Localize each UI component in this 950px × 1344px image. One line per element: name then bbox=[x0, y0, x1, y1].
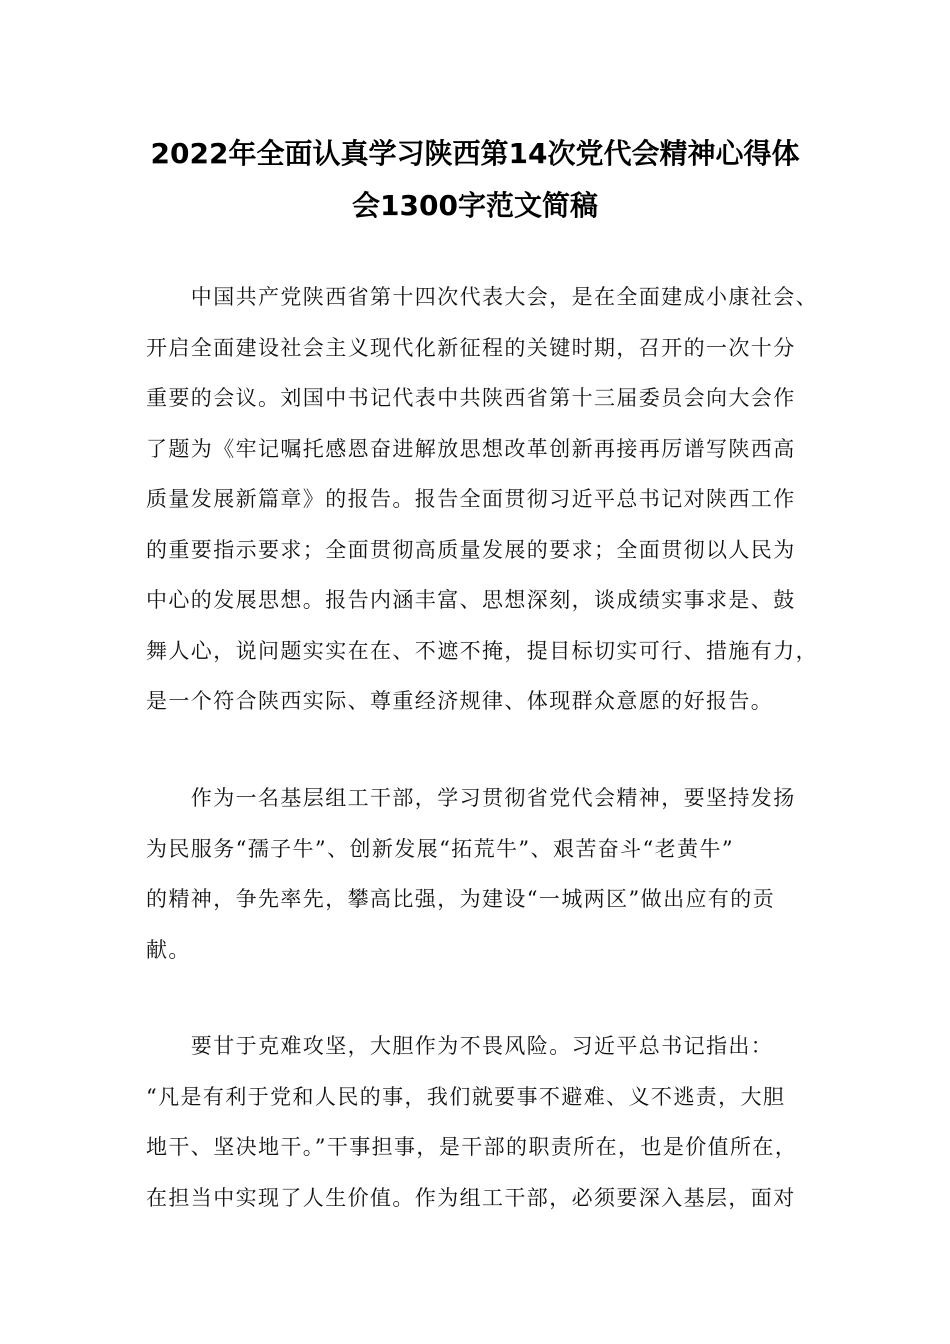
text-line: 中国共产党陕西省第十四次代表大会，是在全面建成小康社会、 bbox=[146, 285, 818, 309]
text-line: 是一个符合陕西实际、尊重经济规律、体现群众意愿的好报告。 bbox=[146, 689, 774, 713]
document-title bbox=[120, 128, 830, 232]
text-line: 中心的发展思想。报告内涵丰富、思想深刻，谈成绩实事求是、鼓 bbox=[146, 588, 796, 612]
text-line: 重要的会议。刘国中书记代表中共陕西省第十三届委员会向大会作 bbox=[146, 386, 796, 410]
text-line: 了题为《牢记嘱托感恩奋进解放思想改革创新再接再厉谱写陕西高 bbox=[146, 436, 796, 461]
title-line: 2022年全面认真学习陕西第14次党代会精神心得体 bbox=[150, 137, 800, 170]
text-line: 要甘于克难攻坚，大胆作为不畏风险。习近平总书记指出： bbox=[146, 1034, 774, 1058]
text-line: 质量发展新篇章》的报告。报告全面贯彻习近平总书记对陕西工作 bbox=[146, 487, 796, 511]
text-line: 开启全面建设社会主义现代化新征程的关键时期，召开的一次十分 bbox=[146, 335, 796, 360]
text-line: 舞人心，说问题实实在在、不遮不掩，提目标切实可行、措施有力， bbox=[146, 638, 818, 663]
text-line: “凡是有利于党和人民的事，我们就要事不避难、义不逃责，大胆 bbox=[146, 1084, 786, 1109]
text-line: 地干、坚决地干。”干事担事，是干部的职责所在，也是价值所在， bbox=[146, 1135, 798, 1159]
text-line: 在担当中实现了人生价值。作为组工干部，必须要深入基层，面对 bbox=[146, 1185, 796, 1210]
paragraph-1 bbox=[146, 272, 832, 727]
text-line: 的精神，争先率先，攀高比强，为建设“一城两区”做出应有的贡 bbox=[146, 887, 776, 911]
text-line: 作为一名基层组工干部，学习贯彻省党代会精神，要坚持发扬 bbox=[146, 786, 796, 810]
paragraph-3 bbox=[146, 1021, 832, 1223]
paragraph-2 bbox=[146, 773, 832, 975]
text-line: 的重要指示要求；全面贯彻高质量发展的要求；全面贯彻以人民为 bbox=[146, 537, 796, 562]
title-line: 会1300字范文简稿 bbox=[352, 189, 598, 222]
text-line: 献。 bbox=[146, 937, 191, 962]
text-line: 为民服务“孺子牛”、创新发展“拓荒牛”、艰苦奋斗“老黄牛” bbox=[146, 836, 735, 861]
